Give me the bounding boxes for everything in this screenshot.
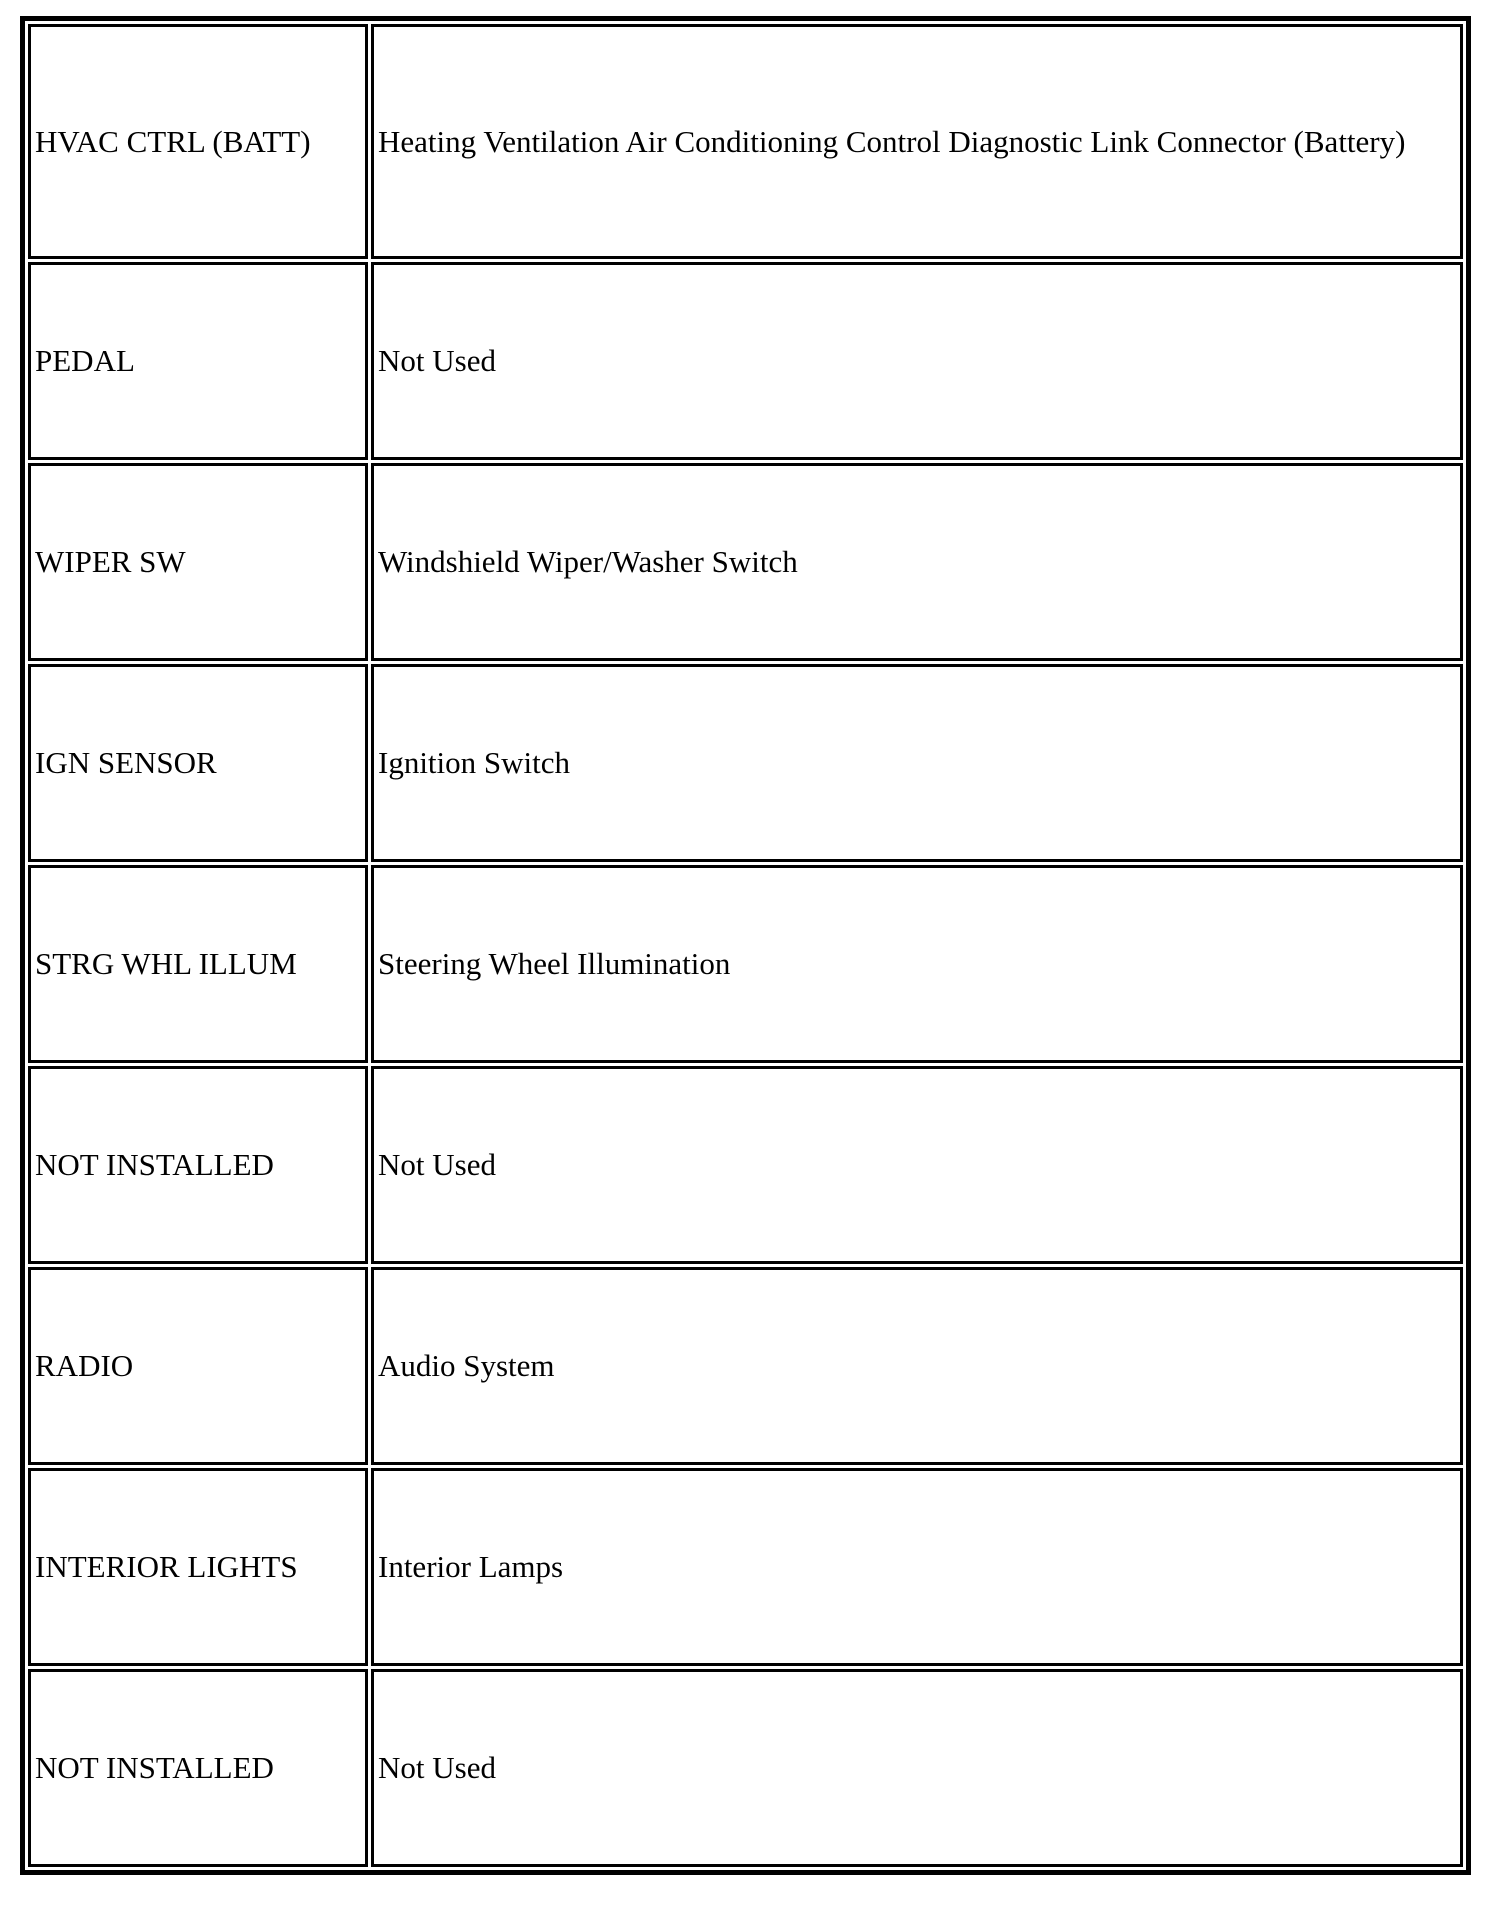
circuit-description-cell: Steering Wheel Illumination xyxy=(371,865,1463,1063)
table-row xyxy=(28,1066,1463,1264)
circuit-description-cell: Ignition Switch xyxy=(371,664,1463,862)
circuit-description-cell: Windshield Wiper/Washer Switch xyxy=(371,463,1463,661)
circuit-name-cell: INTERIOR LIGHTS xyxy=(28,1468,368,1666)
circuit-name-cell: STRG WHL ILLUM xyxy=(28,865,368,1063)
table-row xyxy=(28,1468,1463,1666)
circuit-name-cell: NOT INSTALLED xyxy=(28,1066,368,1264)
circuit-description-cell: Heating Ventilation Air Conditioning Control Diagnostic Link Connector (Battery) xyxy=(371,24,1463,259)
table-row xyxy=(28,463,1463,661)
table-row xyxy=(28,664,1463,862)
circuit-name-cell: HVAC CTRL (BATT) xyxy=(28,24,368,259)
circuit-description-cell: Not Used xyxy=(371,1669,1463,1867)
circuit-description-cell: Not Used xyxy=(371,1066,1463,1264)
circuit-table-frame xyxy=(20,16,1471,1875)
table-row xyxy=(28,262,1463,460)
circuit-description-cell: Audio System xyxy=(371,1267,1463,1465)
circuit-description-cell: Not Used xyxy=(371,262,1463,460)
circuit-name-cell: PEDAL xyxy=(28,262,368,460)
circuit-description-cell: Interior Lamps xyxy=(371,1468,1463,1666)
circuit-name-cell: RADIO xyxy=(28,1267,368,1465)
table-row xyxy=(28,865,1463,1063)
table-row xyxy=(28,1267,1463,1465)
circuit-name-cell: IGN SENSOR xyxy=(28,664,368,862)
circuit-name-cell: NOT INSTALLED xyxy=(28,1669,368,1867)
table-row xyxy=(28,1669,1463,1867)
table-row xyxy=(28,24,1463,259)
circuit-table xyxy=(25,21,1466,1870)
circuit-name-cell: WIPER SW xyxy=(28,463,368,661)
